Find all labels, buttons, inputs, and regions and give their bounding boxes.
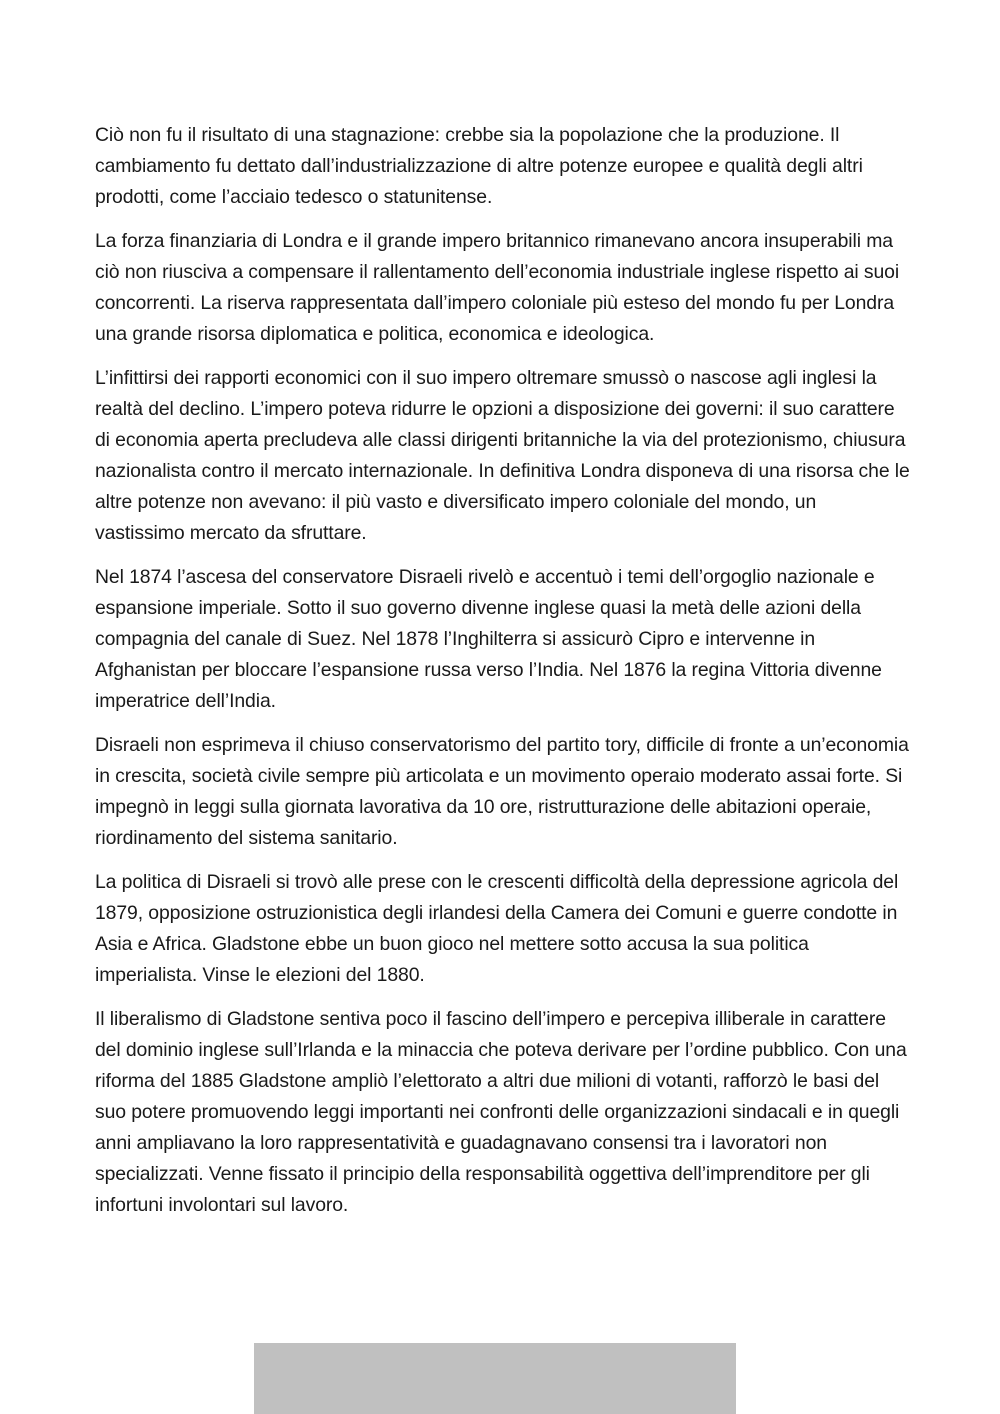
- paragraph-5: Disraeli non esprimeva il chiuso conservatorismo del partito tory, difficile di fronte a un’economia in crescita, società civile sempre più articolata e un movimento operaio moderato assai forte. Si impegnò in leggi sulla giornata lavorativa da 10 ore, ristrutturazione delle abitazioni operaie, riordinamento del sistema sanitario.: [95, 734, 909, 849]
- paragraph-6: La politica di Disraeli si trovò alle prese con le crescenti difficoltà della depressione agricola del 1879, opposizione ostruzionistica degli irlandesi della Camera dei Comuni e guerre condotte in Asia e Africa. Gladstone ebbe un buon gioco nel mettere sotto accusa la sua politica imperialista. Vinse le elezioni del 1880.: [95, 871, 899, 986]
- paragraph-3: L’infittirsi dei rapporti economici con il suo impero oltremare smussò o nascose agli inglesi la realtà del declino. L’impero poteva ridurre le opzioni a disposizione dei governi: il suo carattere di economia aperta precludeva alle classi dirigenti britanniche la via del protezionismo, chiusura nazionalista contro il mercato internazionale. In definitiva Londra disponeva di una risorsa che le altre potenze non avevano: il più vasto e diversificato impero coloniale del mondo, un vastissimo mercato da sfruttare.: [95, 367, 910, 544]
- document-body: [95, 120, 910, 1234]
- footer-bar: [254, 1343, 736, 1414]
- paragraph-7: Il liberalismo di Gladstone sentiva poco il fascino dell’impero e percepiva illiberale in carattere del dominio inglese sull’Irlanda e la minaccia che poteva derivare per l’ordine pubblico. Con una riforma del 1885 Gladstone ampliò l’elettorato a altri due milioni di votanti, rafforzò le basi del suo potere promuovendo leggi importanti nei confronti delle organizzazioni sindacali e in quegli anni ampliavano la loro rappresentatività e guadagnavano consensi tra i lavoratori non specializzati. Venne fissato il principio della responsabilità oggettiva dell’imprenditore per gli infortuni involontari sul lavoro.: [95, 1008, 907, 1216]
- paragraph-1: Ciò non fu il risultato di una stagnazione: crebbe sia la popolazione che la produzione. Il cambiamento fu dettato dall’industrializzazione di altre potenze europee e qualità degli altri prodotti, come l’acciaio tedesco o statunitense.: [95, 124, 863, 208]
- paragraph-2: La forza finanziaria di Londra e il grande impero britannico rimanevano ancora insuperabili ma ciò non riusciva a compensare il rallentamento dell’economia industriale inglese rispetto ai suoi concorrenti. La riserva rappresentata dall’impero coloniale più esteso del mondo fu per Londra una grande risorsa diplomatica e politica, economica e ideologica.: [95, 230, 900, 345]
- paragraph-4: Nel 1874 l’ascesa del conservatore Disraeli rivelò e accentuò i temi dell’orgoglio nazionale e espansione imperiale. Sotto il suo governo divenne inglese quasi la metà delle azioni della compagnia del canale di Suez. Nel 1878 l’Inghilterra si assicurò Cipro e intervenne in Afghanistan per bloccare l’espansione russa verso l’India. Nel 1876 la regina Vittoria divenne imperatrice dell’India.: [95, 566, 882, 712]
